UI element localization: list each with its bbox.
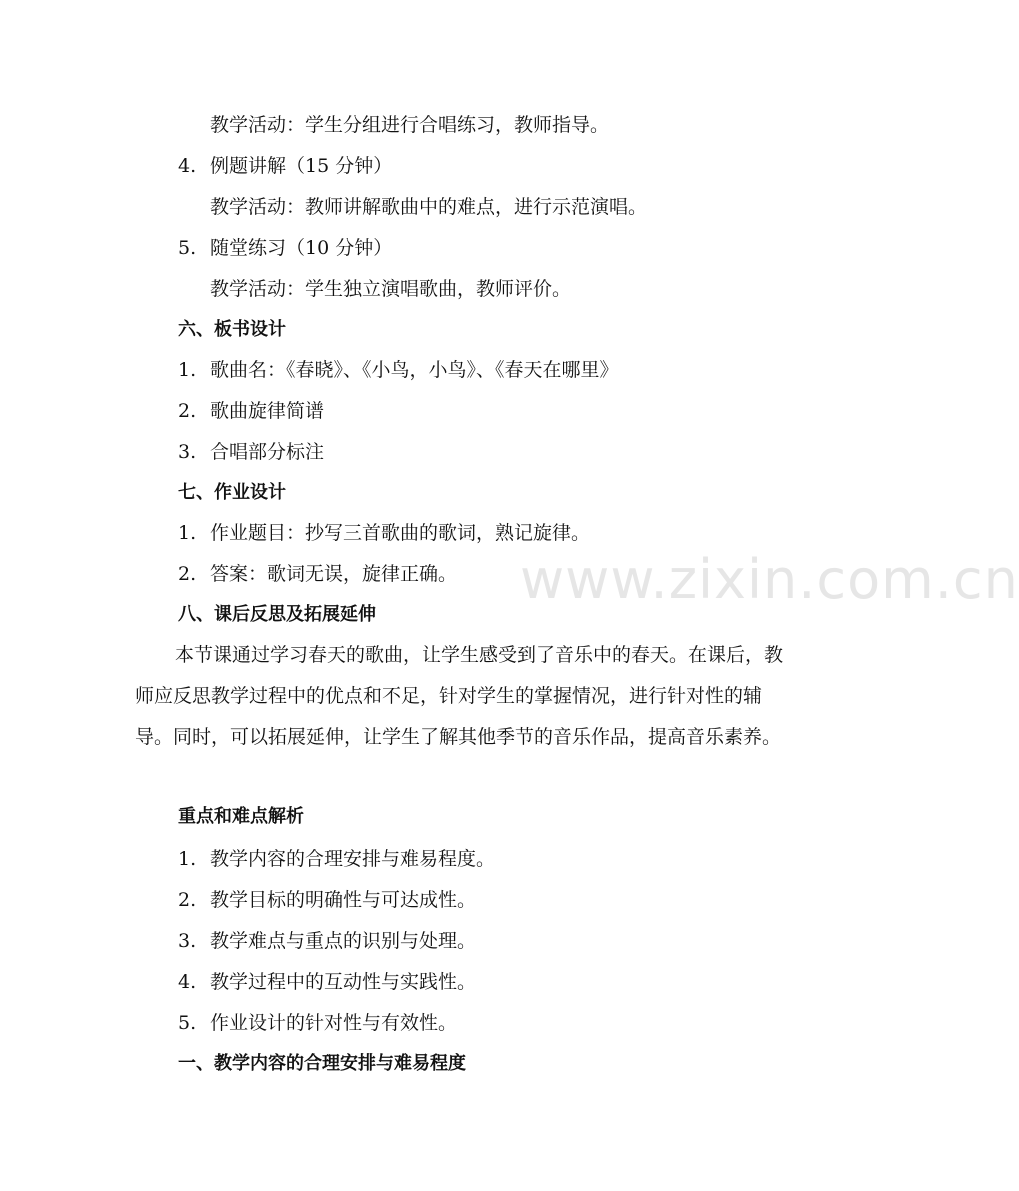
list-item bbox=[178, 236, 392, 260]
activity-line: 教学活动：教师讲解歌曲中的难点，进行示范演唱。 bbox=[210, 196, 648, 218]
list-number: 4. bbox=[178, 155, 197, 177]
list-number: 1. bbox=[178, 359, 197, 381]
list-item bbox=[178, 358, 619, 382]
list-item bbox=[178, 154, 392, 178]
list-number: 1. bbox=[178, 522, 197, 544]
list-number: 5. bbox=[178, 237, 197, 259]
list-item bbox=[178, 440, 324, 464]
section-heading: 八、课后反思及拓展延伸 bbox=[178, 604, 376, 625]
list-item bbox=[178, 562, 457, 586]
body-paragraph: 本节课通过学习春天的歌曲，让学生感受到了音乐中的春天。在课后，教师应反思教学过程中的优点和不足，针对学生的掌握情况，进行针对性的辅导。同时，可以拓展延伸，让学生了解其他季节的音乐作品，提高音乐素养。 bbox=[135, 644, 784, 748]
list-item bbox=[178, 970, 476, 994]
list-text: 答案：歌词无误，旋律正确。 bbox=[210, 563, 458, 585]
section-heading: 六、板书设计 bbox=[178, 319, 286, 340]
section-heading: 七、作业设计 bbox=[178, 482, 286, 503]
watermark: www.zixin.com.cn bbox=[520, 548, 1019, 611]
list-text: 例题讲解（15 分钟） bbox=[210, 155, 393, 177]
list-text: 歌曲名：《春晓》、《小鸟，小鸟》、《春天在哪里》 bbox=[210, 359, 619, 381]
list-item bbox=[178, 521, 590, 545]
list-item bbox=[178, 929, 476, 953]
list-text: 歌曲旋律简谱 bbox=[210, 400, 325, 422]
list-item bbox=[178, 847, 495, 871]
list-number: 2. bbox=[178, 563, 197, 585]
list-text: 教学目标的明确性与可达成性。 bbox=[210, 889, 477, 911]
section-heading: 一、教学内容的合理安排与难易程度 bbox=[178, 1053, 466, 1074]
list-number: 4. bbox=[178, 971, 197, 993]
list-number: 2. bbox=[178, 400, 197, 422]
list-item bbox=[178, 1011, 457, 1035]
list-number: 3. bbox=[178, 441, 197, 463]
list-text: 作业题目：抄写三首歌曲的歌词，熟记旋律。 bbox=[210, 522, 591, 544]
list-text: 随堂练习（10 分钟） bbox=[210, 237, 393, 259]
list-text: 合唱部分标注 bbox=[210, 441, 325, 463]
list-text: 教学过程中的互动性与实践性。 bbox=[210, 971, 477, 993]
list-number: 5. bbox=[178, 1012, 197, 1034]
activity-line: 教学活动：学生独立演唱歌曲，教师评价。 bbox=[210, 278, 572, 300]
list-text: 教学难点与重点的识别与处理。 bbox=[210, 930, 477, 952]
list-number: 1. bbox=[178, 848, 197, 870]
list-text: 教学内容的合理安排与难易程度。 bbox=[210, 848, 496, 870]
list-text: 作业设计的针对性与有效性。 bbox=[210, 1012, 458, 1034]
section-heading: 重点和难点解析 bbox=[178, 806, 304, 827]
list-item bbox=[178, 399, 324, 423]
list-number: 3. bbox=[178, 930, 197, 952]
activity-line: 教学活动：学生分组进行合唱练习，教师指导。 bbox=[210, 114, 610, 136]
list-number: 2. bbox=[178, 889, 197, 911]
list-item bbox=[178, 888, 476, 912]
